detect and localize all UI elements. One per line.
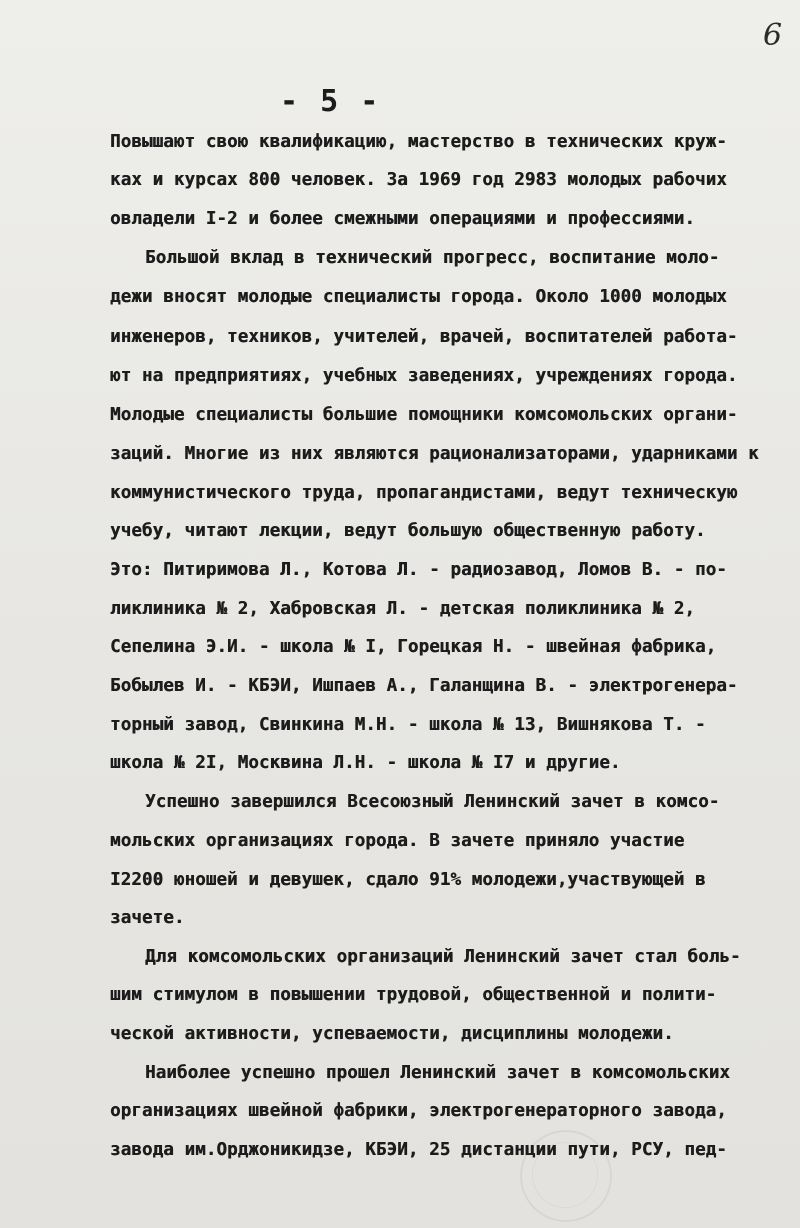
text-line: инженеров, техников, учителей, врачей, воспитателей работа- — [110, 327, 738, 347]
page-number: - 5 - — [280, 84, 381, 119]
text-line: коммунистического труда, пропагандистами, ведут техническую — [110, 483, 738, 503]
text-line: Большой вклад в технический прогресс, воспитание моло- — [145, 248, 720, 268]
text-line: I2200 юношей и девушек, сдало 91% молодежи,участвующей в — [110, 870, 706, 890]
text-line: шим стимулом в повышении трудовой, общественной и полити- — [110, 985, 717, 1005]
text-line: организациях швейной фабрики, электрогенераторного завода, — [110, 1101, 727, 1121]
handwritten-page-number: 6 — [763, 18, 783, 53]
text-line: учебу, читают лекции, ведут большую общественную работу. — [110, 521, 706, 541]
text-line: мольских организациях города. В зачете приняло участие — [110, 831, 685, 851]
text-line: ческой активности, успеваемости, дисциплины молодежи. — [110, 1024, 674, 1044]
text-line: зачете. — [110, 908, 185, 928]
text-line: ют на предприятиях, учебных заведениях, учреждениях города. — [110, 366, 738, 386]
text-line: Повышают свою квалификацию, мастерство в технических круж- — [110, 132, 727, 152]
text-line: овладели I-2 и более смежными операциями и профессиями. — [110, 209, 695, 229]
text-line: торный завод, Свинкина М.Н. - школа № 13, Вишнякова Т. - — [110, 715, 706, 735]
text-line: Сепелина Э.И. - школа № I, Горецкая Н. - швейная фабрика, — [110, 637, 717, 657]
text-line: Успешно завершился Всесоюзный Ленинский зачет в комсо- — [145, 792, 720, 812]
text-line: Наиболее успешно прошел Ленинский зачет в комсомольских — [145, 1063, 730, 1083]
text-line: завода им.Орджоникидзе, КБЭИ, 25 дистанции пути, РСУ, пед- — [110, 1140, 727, 1160]
text-line: Это: Питиримова Л., Котова Л. - радиозавод, Ломов В. - по- — [110, 560, 727, 580]
text-line: Молодые специалисты большие помощники комсомольских органи- — [110, 405, 738, 425]
text-line: заций. Многие из них являются рационализаторами, ударниками к — [110, 444, 759, 464]
text-line: дежи вносят молодые специалисты города. Около 1000 молодых — [110, 287, 727, 307]
text-line: Бобылев И. - КБЭИ, Ишпаев А., Галанщина В. - электрогенера- — [110, 676, 738, 696]
text-line: ках и курсах 800 человек. За 1969 год 2983 молодых рабочих — [110, 170, 727, 190]
text-line: школа № 2I, Москвина Л.Н. - школа № I7 и другие. — [110, 753, 621, 773]
text-line: Для комсомольских организаций Ленинский зачет стал боль- — [145, 947, 741, 967]
text-line: ликлиника № 2, Хабровская Л. - детская поликлиника № 2, — [110, 599, 695, 619]
